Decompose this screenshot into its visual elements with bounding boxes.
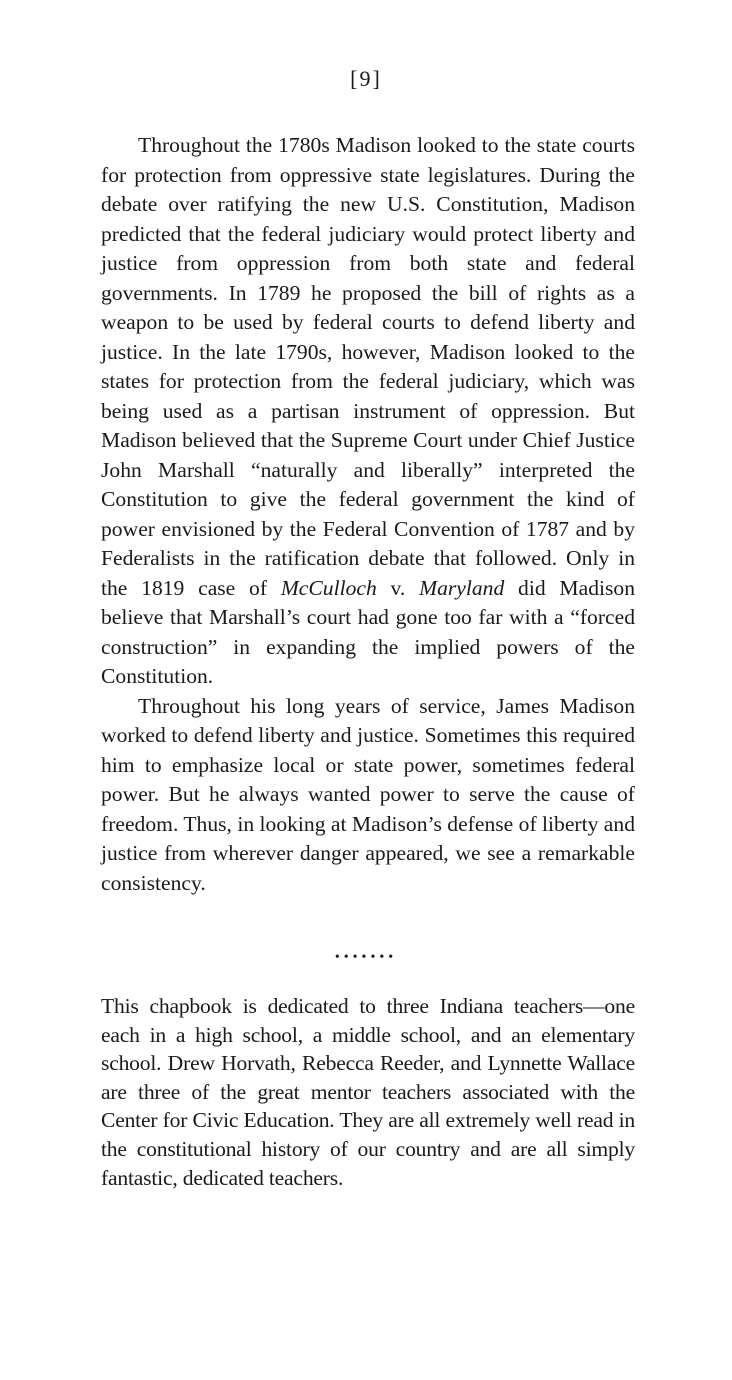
section-divider-dots: ••••••• bbox=[334, 950, 398, 965]
main-text bbox=[101, 131, 635, 898]
paragraph-1-text-c: did Madison believe that Marshall’s court had gone too far with a “forced construction” in expanding the implied powers of the Constitution. bbox=[101, 575, 635, 688]
paragraph-1 bbox=[101, 131, 635, 692]
paragraph-2: Throughout his long years of service, James Madison worked to defend liberty and justice. Sometimes this required him to emphasize local or state power, sometimes federal power. But he always wanted power to serve the cause of freedom. Thus, in looking at Madison’s defense of liberty and justice from wherever danger appeared, we see a remarkable consistency. bbox=[101, 693, 635, 895]
case-name-maryland: Maryland bbox=[419, 575, 505, 600]
page-number: [9] bbox=[350, 66, 382, 91]
paragraph-1-text-b: v. bbox=[376, 575, 420, 600]
paragraph-1-text-a: Throughout the 1780s Madison looked to the state courts for protection from oppressive state legislatures. During the debate over ratifying the new U.S. Constitution, Madison predicted that the federal judiciary would protect liberty and justice from oppression from both state and federal governments. In 1789 he proposed the bill of rights as a weapon to be used by federal courts to defend liberty and justice. In the late 1790s, however, Madison looked to the states for protection from the federal judiciary, which was being used as a partisan instrument of oppression. But Madison believed that the Supreme Court under Chief Justice John Marshall “naturally and liberally” interpreted the Constitution to give the federal government the kind of power envisioned by the Federal Convention of 1787 and by Federalists in the ratification debate that followed. Only in the 1819 case of bbox=[101, 133, 635, 600]
case-name-mcculloch: McCulloch bbox=[280, 575, 377, 600]
dedication-paragraph: This chapbook is dedicated to three Indiana teachers—one each in a high school, a middle school, and an elementary school. Drew Horvath, Rebecca Reeder, and Lynnette Wallace are three of the great mentor teachers associated with the Center for Civic Education. They are all extremely well read in the constitutional history of our country and are all simply fantastic, dedicated teachers. bbox=[101, 994, 635, 1190]
